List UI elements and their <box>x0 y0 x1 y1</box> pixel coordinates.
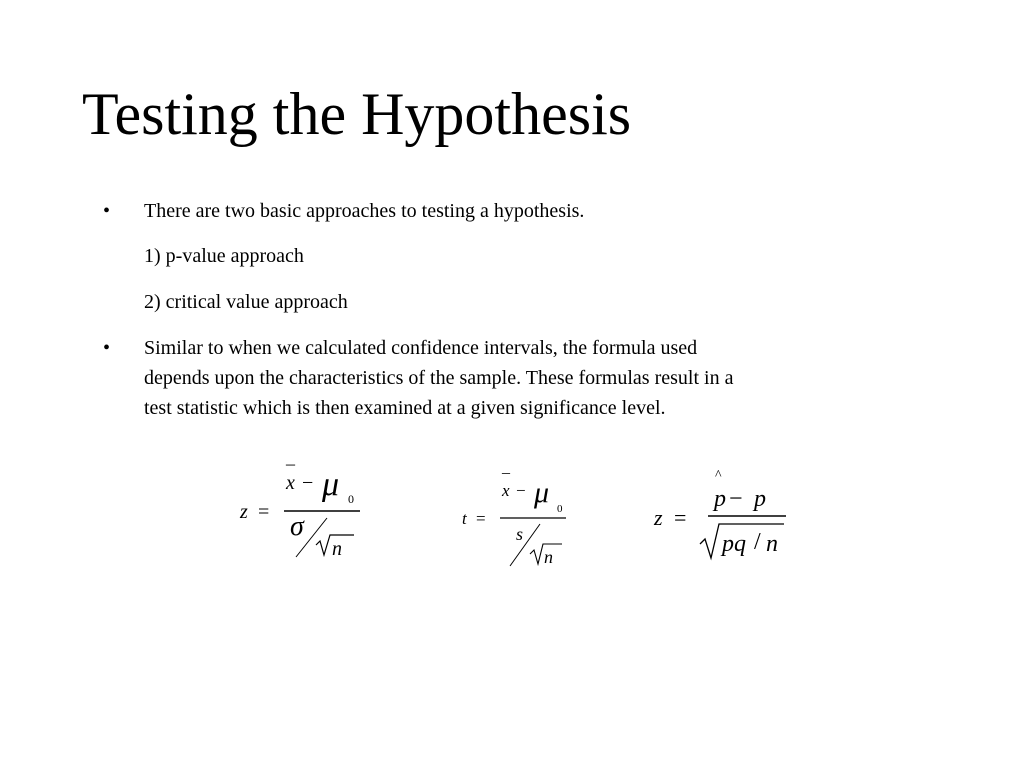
sd-symbol: s <box>516 524 524 544</box>
equals-sign: = <box>674 505 687 530</box>
divide-slash <box>510 524 540 566</box>
sub-item: 2) critical value approach <box>144 291 348 313</box>
sd-symbol: σ <box>290 511 304 542</box>
p-symbol: p <box>754 486 766 512</box>
sub-item: 1) p-value approach <box>144 245 304 267</box>
lhs-symbol: z <box>654 505 663 530</box>
hat-mark: ^ <box>715 468 722 483</box>
bar-mark: _ <box>502 459 510 476</box>
paragraph-line: depends upon the characteristics of the sample. These formulas result in a <box>144 367 734 389</box>
numerator-var: x <box>502 481 510 500</box>
lhs-symbol: z <box>240 501 248 523</box>
slash-symbol: / <box>754 529 761 555</box>
mu-symbol: μ <box>322 466 340 503</box>
n-symbol: n <box>766 531 778 557</box>
bar-mark: _ <box>286 447 295 467</box>
minus-sign: − <box>729 486 743 512</box>
n-symbol: n <box>544 547 553 567</box>
equals-sign: = <box>258 501 270 523</box>
bullet-marker: • <box>103 200 111 222</box>
paragraph-line: test statistic which is then examined at a given significance level. <box>144 397 666 419</box>
subscript: 0 <box>348 492 354 506</box>
lhs-symbol: t <box>462 509 467 528</box>
z-formula-proportion <box>652 462 792 562</box>
bullet-paragraph <box>144 333 944 423</box>
t-formula-mean <box>460 459 575 577</box>
bullet-marker: • <box>103 337 111 359</box>
equals-sign: = <box>476 509 486 528</box>
bullet-text: There are two basic approaches to testing a hypothesis. <box>144 200 585 222</box>
mu-symbol: μ <box>534 476 550 509</box>
numerator-var: x <box>286 472 295 494</box>
z-formula-mean <box>236 447 371 575</box>
pq-symbol: pq <box>722 531 746 557</box>
slide-title: Testing the Hypothesis <box>82 81 632 147</box>
subscript: 0 <box>557 503 563 515</box>
phat-symbol: p <box>714 486 726 512</box>
minus-sign: − <box>516 481 526 500</box>
minus-sign: − <box>302 472 314 494</box>
n-symbol: n <box>332 538 342 560</box>
paragraph-line: Similar to when we calculated confidence intervals, the formula used <box>144 337 698 359</box>
